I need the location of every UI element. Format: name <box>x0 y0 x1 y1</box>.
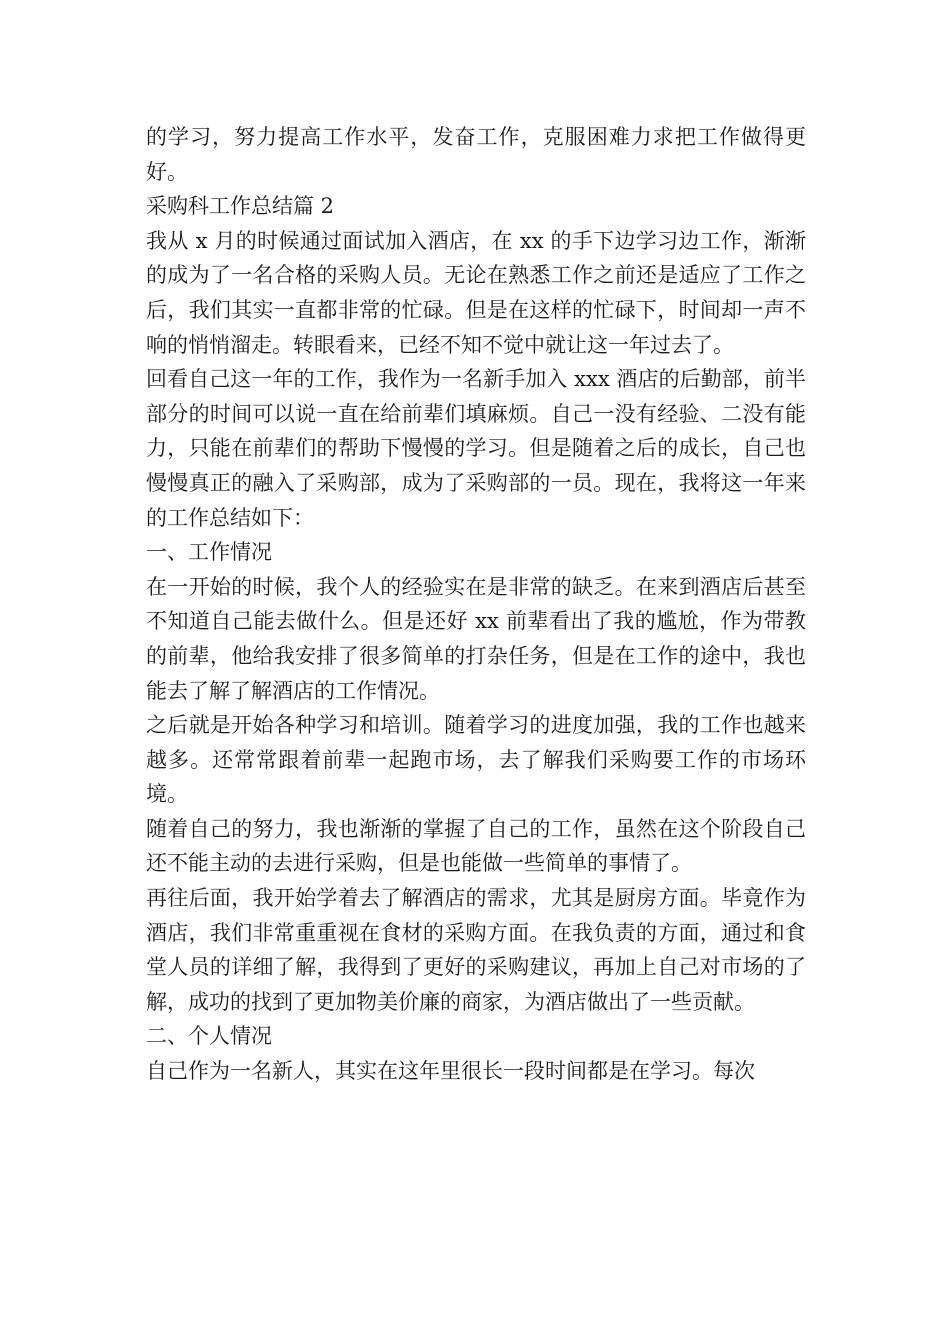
paragraph-work-start: 在一开始的时候，我个人的经验实在是非常的缺乏。在来到酒店后甚至不知道自己能去做什么。但是还好 xx 前辈看出了我的尴尬，作为带教的前辈，他给我安排了很多简单的打杂任务，但是在工作的途中，我也能去了解了解酒店的工作情况。 <box>146 574 806 703</box>
paragraph-continuation: 的学习，努力提高工作水平，发奋工作，克服困难力求把工作做得更好。 <box>146 125 806 184</box>
paragraph-review: 回看自己这一年的工作，我作为一名新手加入 xxx 酒店的后勤部，前半部分的时间可以说一直在给前辈们填麻烦。自己一没有经验、二没有能力，只能在前辈们的帮助下慢慢的学习。但是随着之后的成长，自己也慢慢真正的融入了采购部，成为了采购部的一员。现在，我将这一年来的工作总结如下： <box>146 367 806 530</box>
paragraph-kitchen: 再往后面，我开始学着去了解酒店的需求，尤其是厨房方面。毕竟作为酒店，我们非常重重视在食材的采购方面。在我负责的方面，通过和食堂人员的详细了解，我得到了更好的采购建议，再加上自己对市场的了解，成功的找到了更加物美价廉的商家，为酒店做出了一些贡献。 <box>146 886 806 1014</box>
paragraph-personal: 自己作为一名新人，其实在这年里很长一段时间都是在学习。每次 <box>146 1059 755 1084</box>
heading-work-situation: 一、工作情况 <box>146 540 272 565</box>
paragraph-progress: 随着自己的努力，我也渐渐的掌握了自己的工作，虽然在这个阶段自己还不能主动的去进行采购，但是也能做一些简单的事情了。 <box>146 816 806 876</box>
paragraph-intro: 我从 x 月的时候通过面试加入酒店，在 xx 的手下边学习边工作，渐渐的成为了一名合格的采购人员。无论在熟悉工作之前还是适应了工作之后，我们其实一直都非常的忙碌。但是在这样的忙碌下，时间却一声不响的悄悄溜走。转眼看来，已经不知不觉中就让这一年过去了。 <box>146 228 806 357</box>
document-page <box>146 120 806 1089</box>
heading-personal-situation: 二、个人情况 <box>146 1024 272 1049</box>
paragraph-training: 之后就是开始各种学习和培训。随着学习的进度加强，我的工作也越来越多。还常常跟着前辈一起跑市场，去了解我们采购要工作的市场环境。 <box>146 713 806 807</box>
section-title-part-2: 采购科工作总结篇 2 <box>146 194 335 219</box>
